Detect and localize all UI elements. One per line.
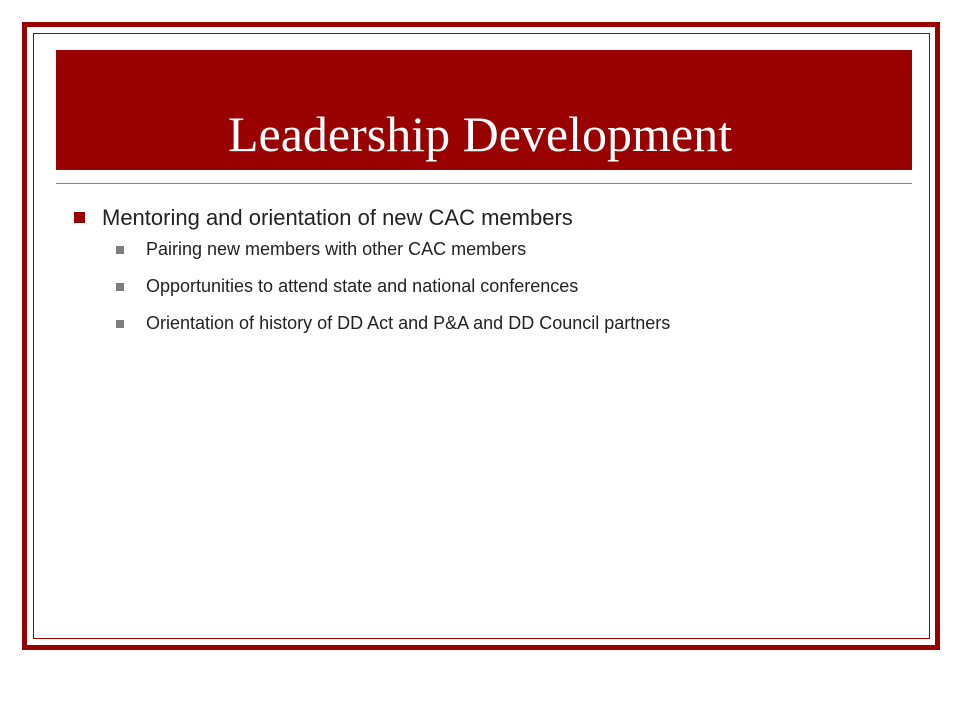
slide-title: Leadership Development: [228, 106, 732, 162]
sub-bullet-item: [74, 312, 846, 335]
square-bullet-icon: [116, 246, 124, 254]
square-bullet-icon: [116, 283, 124, 291]
slide-body: [74, 200, 874, 349]
title-divider: [56, 183, 912, 184]
bullet-text: Mentoring and orientation of new CAC members: [102, 205, 573, 230]
sub-bullet-list: [74, 238, 874, 335]
sub-bullet-text: Opportunities to attend state and national conferences: [146, 276, 579, 296]
sub-bullet-text: Pairing new members with other CAC members: [146, 239, 527, 259]
square-bullet-icon: [74, 212, 85, 223]
bullet-item: [74, 200, 874, 236]
sub-bullet-text: Orientation of history of DD Act and P&A and DD Council partners: [146, 313, 671, 333]
sub-bullet-item: [74, 275, 846, 298]
sub-bullet-item: [74, 238, 846, 261]
square-bullet-icon: [116, 320, 124, 328]
